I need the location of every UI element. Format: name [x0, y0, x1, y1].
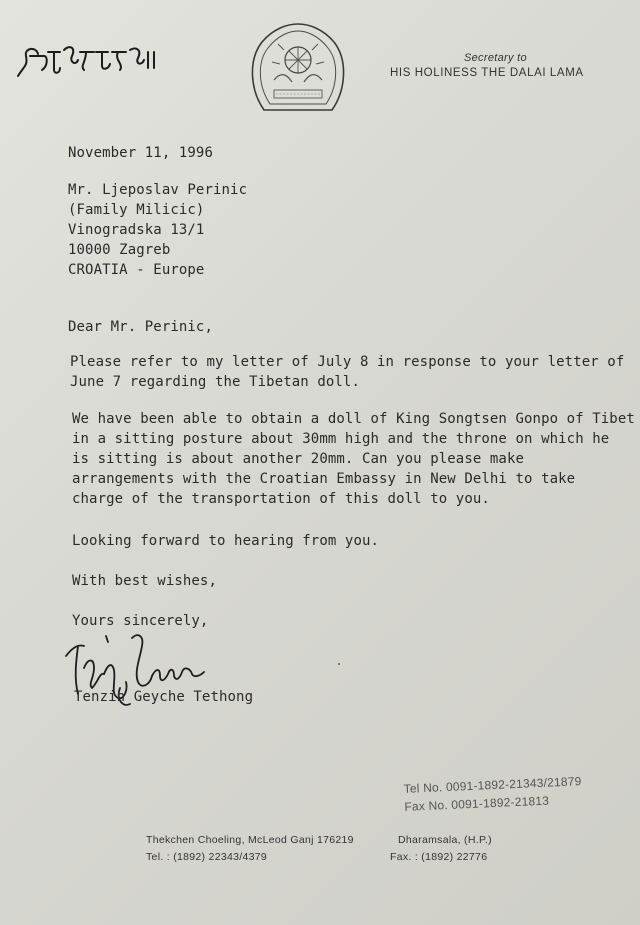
- address-line: (Family Milicic): [68, 202, 205, 218]
- salutation: Dear Mr. Perinic,: [68, 319, 213, 335]
- official-seal-emblem: [244, 20, 352, 114]
- contact-stamp: [403, 772, 582, 816]
- signer-name: Tenzin Geyche Tethong: [74, 689, 254, 705]
- letter-date: November 11, 1996: [68, 145, 213, 161]
- address-line: 10000 Zagreb: [68, 242, 171, 258]
- paragraph-line: is sitting is about another 20mm. Can you please make: [72, 451, 525, 467]
- address-line: Vinogradska 13/1: [68, 222, 205, 238]
- secretary-line: Secretary to: [464, 52, 527, 64]
- closing-line: Looking forward to hearing from you.: [72, 533, 380, 549]
- holiness-line: HIS HOLINESS THE DALAI LAMA: [390, 67, 584, 79]
- best-wishes: With best wishes,: [72, 573, 217, 589]
- body-paragraph-1: [70, 352, 624, 392]
- paragraph-line: arrangements with the Croatian Embassy in New Delhi to take: [72, 471, 576, 487]
- paragraph-line: in a sitting posture about 30mm high and the throne on which he: [72, 431, 610, 447]
- sign-off: Yours sincerely,: [72, 613, 209, 629]
- recipient-address: [68, 180, 247, 280]
- paragraph-line: We have been able to obtain a doll of King Songtsen Gonpo of Tibet: [72, 411, 635, 427]
- stamp-tel: Tel No. 0091-1892-21343/21879: [403, 774, 582, 796]
- footer-address: Thekchen Choeling, McLeod Ganj 176219: [146, 834, 354, 846]
- address-line: Mr. Ljeposlav Perinic: [68, 182, 248, 198]
- paragraph-line: charge of the transportation of this doll to you.: [72, 491, 490, 507]
- letterhead-title-block: [390, 52, 630, 79]
- tibetan-script-heading: [14, 36, 159, 84]
- paragraph-line: June 7 regarding the Tibetan doll.: [70, 374, 360, 390]
- footer-fax: Fax. : (1892) 22776: [390, 851, 488, 863]
- stamp-fax: Fax No. 0091-1892-21813: [404, 793, 550, 814]
- footer-city: Dharamsala, (H.P.): [398, 834, 492, 846]
- body-paragraph-2: [72, 409, 635, 509]
- address-line: CROATIA - Europe: [68, 262, 205, 278]
- footer-tel: Tel. : (1892) 22343/4379: [146, 851, 268, 863]
- paper-speck: [338, 663, 340, 665]
- paragraph-line: Please refer to my letter of July 8 in response to your letter of: [70, 354, 625, 370]
